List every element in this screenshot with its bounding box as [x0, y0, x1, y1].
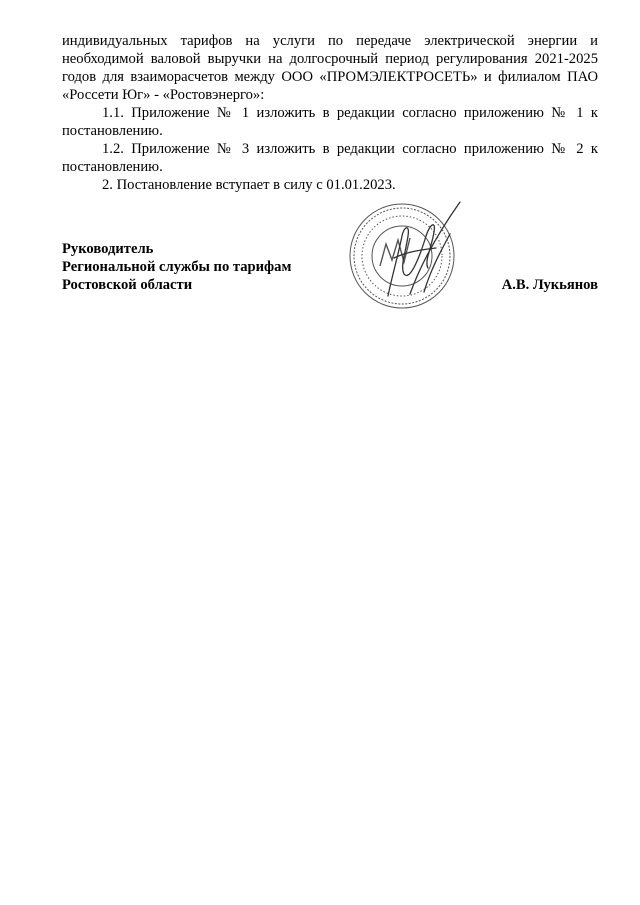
signatory-position-line1: Руководитель — [62, 241, 154, 257]
document-body — [62, 32, 598, 194]
signatory-position-line3: Ростовской области — [62, 277, 193, 293]
paragraph-item-1-2: 1.2. Приложение № 3 изложить в редакции согласно приложению № 2 к постановлению. — [62, 141, 598, 175]
paragraph-item-1-1: 1.1. Приложение № 1 изложить в редакции согласно приложению № 1 к постановлению. — [62, 105, 598, 139]
paragraph-intro: индивидуальных тарифов на услуги по передаче электрической энергии и необходимой валовой выручки на долгосрочный период регулирования 2021-2025 годов для взаиморасчетов между ООО «ПРОМЭЛЕКТРОСЕТЬ» и филиалом ПАО «Россети Юг» - «Ростовэнерго»: — [62, 33, 598, 103]
signatory-position-line2: Региональной службы по тарифам — [62, 259, 292, 275]
signatory-name: А.В. Лукьянов — [501, 277, 598, 293]
paragraph-item-2: 2. Постановление вступает в силу с 01.01.2023. — [102, 177, 396, 193]
signature-block — [62, 240, 598, 294]
